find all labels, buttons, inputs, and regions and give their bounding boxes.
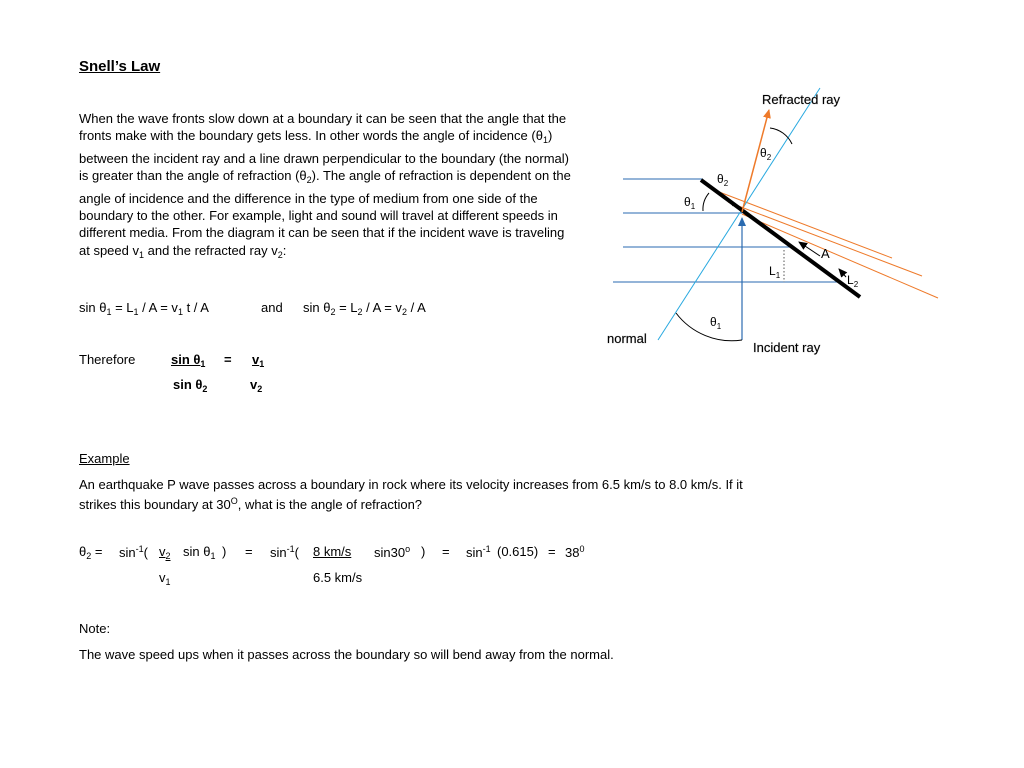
sin30-text: sin30	[374, 545, 406, 560]
refracted-wavefront-1	[714, 190, 892, 258]
den-sin-theta: sin θ	[173, 377, 203, 392]
calc-eq-3: =	[442, 544, 450, 559]
eq1-l-sub: 1	[133, 307, 139, 317]
calc-v1-sub: 1	[165, 577, 171, 587]
num-v: v	[252, 352, 260, 367]
eq2-sub: 2	[330, 307, 336, 317]
boundary-line	[701, 180, 860, 297]
calc-sin-theta-text: sin θ	[183, 544, 211, 559]
theta2-label-top: $\theta_2$	[760, 146, 772, 162]
v1-subscript: 1	[139, 249, 145, 260]
refracted-wavefront-2	[728, 202, 922, 276]
intro-text-1: When the wave fronts slow down at a boundary it can be seen that the angle that the fronts make with the boundary gets less. In other words the angle of incidence (	[79, 111, 567, 144]
calc-close-b: )	[421, 544, 426, 559]
calc-speed-numerator: 8 km/s	[313, 544, 352, 559]
sin-b: sin	[270, 545, 287, 560]
l1-label: $L_1$	[769, 264, 781, 280]
calc-theta-sub: 2	[86, 551, 92, 561]
normal-line	[658, 88, 820, 340]
eq1-sin-theta: sin θ	[79, 300, 107, 315]
calc-eq-4: =	[548, 544, 556, 559]
eq1-sub: 1	[106, 307, 112, 317]
calc-theta: θ	[79, 544, 87, 559]
example-body-end: , what is the angle of refraction?	[237, 497, 423, 513]
eq2-v-sub: 2	[401, 307, 407, 317]
eq2-v: / A = v	[362, 300, 402, 315]
v2-subscript: 2	[277, 249, 283, 260]
calc-v2-sub: 2	[165, 551, 171, 561]
note-heading: Note:	[79, 621, 111, 636]
eq1-v-sub: 1	[177, 307, 183, 317]
theta1-arc	[703, 193, 709, 211]
theta1-arc-bottom	[676, 313, 742, 341]
eq2-sin-theta: sin θ	[303, 300, 331, 315]
page-title: Snell’s Law	[79, 58, 161, 75]
intro-text-4: and the refracted ray v	[144, 242, 278, 258]
calc-sin-theta-sub: 1	[210, 551, 216, 561]
eq1-l: = L	[111, 300, 134, 315]
num-sub: 1	[200, 359, 206, 369]
calc-eq-2: =	[245, 544, 253, 559]
refracted-wavefront-3	[742, 214, 938, 298]
l2-label: $L_2$	[847, 273, 859, 289]
a-label: A	[821, 246, 830, 261]
refracted-ray-label: Refracted ray	[762, 92, 841, 107]
incident-ray-label: Incident ray	[753, 340, 821, 355]
example-heading: Example	[79, 451, 130, 466]
den-v: v	[250, 377, 258, 392]
theta1-symbol: θ	[535, 128, 543, 144]
therefore-label: Therefore	[79, 352, 136, 367]
intro-text-3: ). The angle of refraction is dependent on the angle of incidence and the difference in the type of medium from one side of the boundary to the other. For example, light and sound will travel at different speeds in different media. From the diagram it can be seen that if the incident wave is traveling at speed v	[79, 168, 571, 258]
result-value: 38	[565, 545, 580, 560]
note-text: The wave speed ups when it passes across the boundary so will bend away from the normal.	[79, 647, 614, 662]
eq2-a: / A	[406, 300, 426, 315]
theta1-subscript: 1	[542, 135, 548, 146]
intro-text-2: ) between the incident ray and a line drawn perpendicular to the boundary (the normal) is greater than the angle of refraction (	[79, 128, 569, 184]
calc-eq-1: =	[91, 544, 103, 559]
calc-v1-letter: v	[159, 570, 166, 585]
theta2-subscript: 2	[306, 175, 312, 186]
open-a: (	[143, 545, 148, 560]
sup-a: -1	[135, 544, 144, 554]
calc-value: (0.615)	[497, 544, 539, 559]
eq2-l-sub: 2	[357, 307, 363, 317]
num-sin-theta: sin θ	[171, 352, 201, 367]
sin-c: sin	[466, 545, 483, 560]
intro-text-5: :	[282, 242, 287, 258]
ratio-equals: =	[224, 352, 232, 367]
l2-arrow	[839, 269, 846, 277]
theta1-label-bottom: $\theta_1$	[710, 315, 722, 331]
sin30-sup: o	[405, 544, 411, 554]
eq1-v: / A = v	[138, 300, 178, 315]
sin-a: sin	[119, 545, 136, 560]
normal-label: normal	[607, 331, 647, 346]
theta2-symbol: θ	[299, 168, 307, 184]
eq1-t: t / A	[182, 300, 209, 315]
theta1-label-left: $\theta_1$	[684, 195, 696, 211]
result-sup: 0	[579, 544, 585, 554]
calc-speed-denominator: 6.5 km/s	[313, 570, 363, 585]
calc-close-a: )	[222, 544, 227, 559]
num-v-sub: 1	[259, 359, 265, 369]
eq2-l: = L	[335, 300, 358, 315]
calc-v2-letter: v	[159, 544, 166, 559]
open-b: (	[294, 545, 299, 560]
and-word: and	[261, 300, 283, 315]
den-sub: 2	[202, 384, 208, 394]
sup-b: -1	[286, 544, 295, 554]
sup-c: -1	[482, 544, 491, 554]
degree-sup: O	[230, 496, 238, 507]
den-v-sub: 2	[257, 384, 263, 394]
example-body: An earthquake P wave passes across a boundary in rock where its velocity increases from 6.5 km/s to 8.0 km/s. If it strikes this boundary at 30	[79, 477, 743, 513]
refracted-ray	[742, 110, 769, 212]
theta2-label-small: $\theta_2$	[717, 172, 729, 188]
